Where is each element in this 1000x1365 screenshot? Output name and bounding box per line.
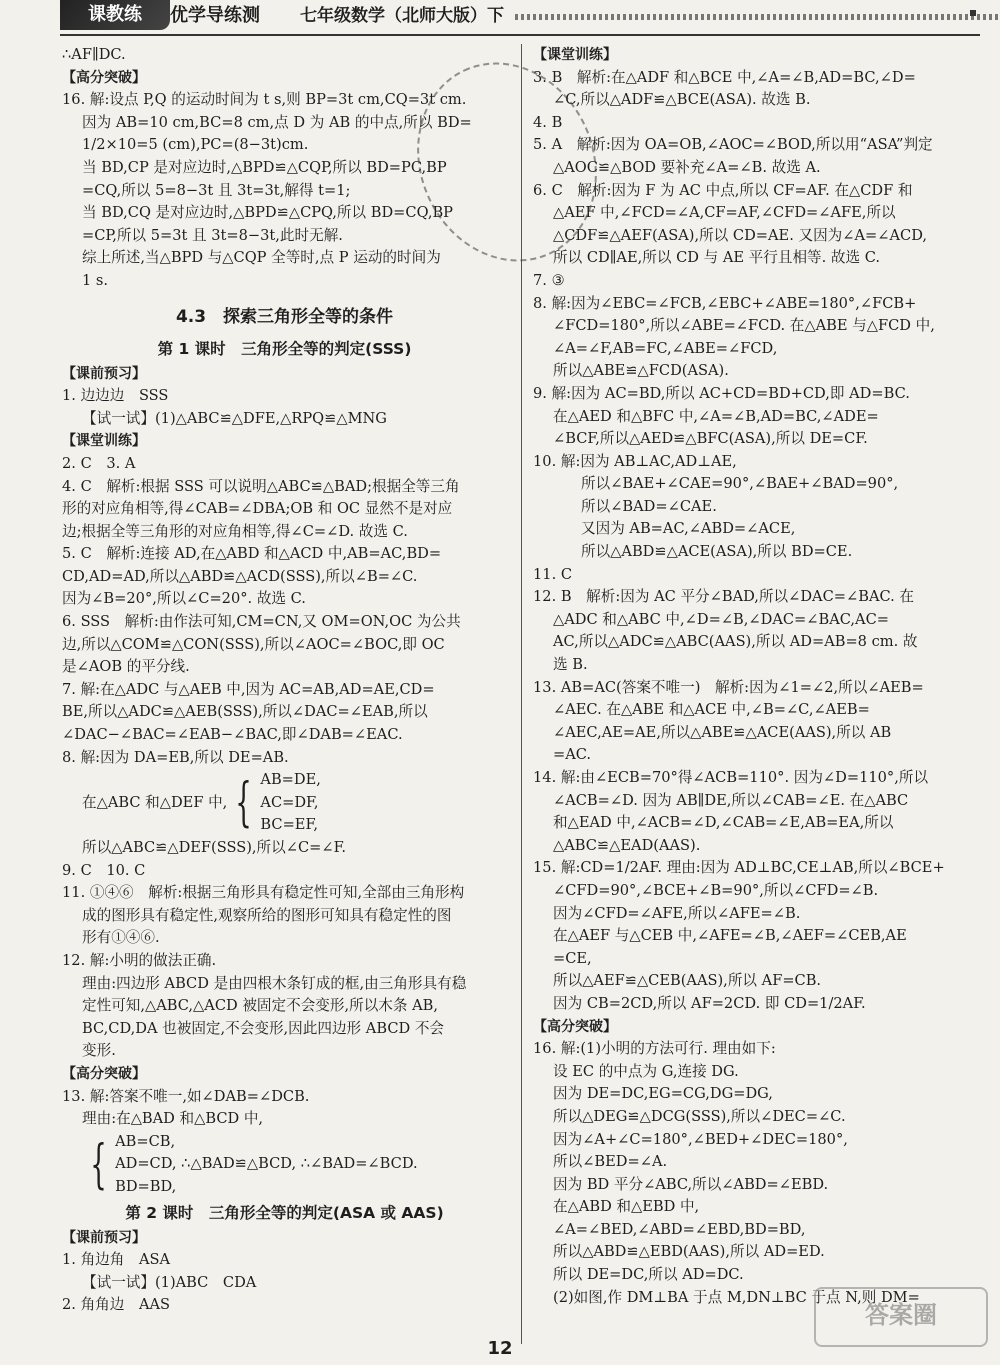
right-line: 因为 BD 平分∠ABC,所以∠ABD=∠EBD. xyxy=(553,1175,829,1193)
left-line: =CP,所以 5=3t 且 3t=8−3t,此时无解. xyxy=(82,226,343,244)
left-brace-line: BD=BD, xyxy=(115,1177,177,1195)
left-brace-lead: 在△ABC 和△DEF 中, xyxy=(82,793,228,811)
left-line: 理由:在△BAD 和△BCD 中, xyxy=(82,1110,264,1128)
header-decoration xyxy=(515,14,1000,20)
left-line: 1/2×10=5 (cm),PC=(8−3t)cm. xyxy=(82,136,309,154)
left-line: 因为 AB=10 cm,BC=8 cm,点 D 为 AB 的中点,所以 BD= xyxy=(82,113,472,131)
right-line: 因为 CB=2CD,所以 AF=2CD. 即 CD=1/2AF. xyxy=(553,994,866,1012)
brand-logo: 课教练 xyxy=(60,0,170,30)
page-header xyxy=(60,0,980,36)
left-brace-line: AD=CD, ∴△BAD≌△BCD, ∴∠BAD=∠BCD. xyxy=(115,1155,418,1173)
right-line: =CE, xyxy=(553,949,592,967)
left-brace-line: AC=DF, xyxy=(260,793,319,811)
left-line: 1. 角边角 ASA xyxy=(62,1251,171,1269)
left-line: 理由:四边形 ABCD 是由四根木条钉成的框,由三角形具有稳 xyxy=(82,974,467,992)
page-number-value: 12 xyxy=(487,1338,513,1359)
left-line: 7. 解:在△ADC 与△AEB 中,因为 AC=AB,AD=AE,CD= xyxy=(62,680,435,698)
right-line: 6. C 解析:因为 F 为 AC 中点,所以 CF=AF. 在△CDF 和 xyxy=(533,181,913,199)
right-line: 15. 解:CD=1/2AF. 理由:因为 AD⊥BC,CE⊥AB,所以∠BCE+ xyxy=(533,859,945,877)
right-line: △ADC 和△ABC 中,∠D=∠B,∠DAC=∠BAC,AC= xyxy=(553,610,889,628)
left-line: 【试一试】(1)ABC CDA xyxy=(82,1273,257,1291)
right-line: 又因为 AB=AC,∠ABD=∠ACE, xyxy=(581,520,796,538)
left-line: ∴AF∥DC. xyxy=(62,46,126,63)
left-line: 9. C 10. C xyxy=(62,861,146,879)
right-line: 选 B. xyxy=(553,656,588,674)
right-line: 所以∠BAD=∠CAE. xyxy=(581,497,717,515)
right-line: ∠C,所以△ADF≌△BCE(ASA). 故选 B. xyxy=(553,91,811,109)
left-line: 【课堂训练】 xyxy=(62,433,146,450)
right-line: 3. B 解析:在△ADF 和△BCE 中,∠A=∠B,AD=BC,∠D= xyxy=(533,68,916,86)
right-line: 所以△AEF≌△CEB(AAS),所以 AF=CB. xyxy=(553,972,822,990)
left-line: 第 2 课时 三角形全等的判定(ASA 或 AAS) xyxy=(125,1203,444,1222)
right-line: △ABC≌△EAD(AAS). xyxy=(553,836,701,854)
right-line: 和△EAD 中,∠ACB=∠D,∠CAB=∠E,AB=EA,所以 xyxy=(553,814,894,832)
right-line: ∠FCD=180°,所以∠ABE=∠FCD. 在△ABE 与△FCD 中, xyxy=(553,317,935,335)
left-line: BE,所以△ADC≌△AEB(SSS),所以∠DAC=∠EAB,所以 xyxy=(62,703,428,721)
brace-icon: { xyxy=(90,1134,107,1195)
right-line: 【高分突破】 xyxy=(533,1018,617,1035)
left-line: 4. C 解析:根据 SSS 可以说明△ABC≌△BAD;根据全等三角 xyxy=(62,477,460,495)
left-line: CD,AD=AD,所以△ABD≌△ACD(SSS),所以∠B=∠C. xyxy=(62,567,418,585)
left-line: 【试一试】(1)△ABC≌△DFE,△RPQ≌△MNG xyxy=(82,409,387,427)
left-line: 边,所以△COM≌△CON(SSS),所以∠AOC=∠BOC,即 OC xyxy=(62,635,445,653)
left-line: 1. 边边边 SSS xyxy=(62,387,169,405)
right-line: ∠A=∠F,AB=FC,∠ABE=∠FCD, xyxy=(553,339,778,357)
right-line: 所以△ABE≌△FCD(ASA). xyxy=(553,362,729,380)
right-line: 16. 解:(1)小明的方法可行. 理由如下: xyxy=(533,1040,776,1058)
left-line: 【课前预习】 xyxy=(62,1229,146,1246)
left-line: 1 s. xyxy=(82,271,109,289)
right-line: ∠BCF,所以△AED≌△BFC(ASA),所以 DE=CF. xyxy=(553,430,868,448)
left-line: 当 BD,CP 是对应边时,△BPD≌△CQP,所以 BD=PC,BP xyxy=(82,158,447,176)
right-line: 12. B 解析:因为 AC 平分∠BAD,所以∠DAC=∠BAC. 在 xyxy=(533,588,914,606)
left-line: 综上所述,当△BPD 与△CQP 全等时,点 P 运动的时间为 xyxy=(82,249,441,267)
right-line: 所以∠BAE+∠CAE=90°,∠BAE+∠BAD=90°, xyxy=(581,475,899,493)
right-line: (2)如图,作 DM⊥BA 于点 M,DN⊥BC 于点 N,则 DM= xyxy=(553,1288,920,1306)
left-line: 8. 解:因为 DA=EB,所以 DE=AB. xyxy=(62,748,289,766)
left-line: 形的对应角相等,得∠CAB=∠DBA;OB 和 OC 显然不是对应 xyxy=(62,500,453,518)
right-line: 所以 CD∥AE,所以 CD 与 AE 平行且相等. 故选 C. xyxy=(553,249,881,267)
left-line: ∠DAC−∠BAC=∠EAB−∠BAC,即∠DAB=∠EAC. xyxy=(62,726,403,744)
left-line: BC,CD,DA 也被固定,不会变形,因此四边形 ABCD 不会 xyxy=(82,1019,445,1037)
left-line: 【课前预习】 xyxy=(62,365,146,382)
left-line: 变形. xyxy=(82,1042,116,1060)
left-brace-line: AB=DE, xyxy=(260,771,321,789)
left-brace-line: BC=EF, xyxy=(260,816,318,834)
left-line: 5. C 解析:连接 AD,在△ABD 和△ACD 中,AB=AC,BD= xyxy=(62,545,442,563)
right-line: 11. C xyxy=(533,565,573,583)
right-line: 设 EC 的中点为 G,连接 DG. xyxy=(553,1062,739,1080)
book-subtitle: 七年级数学（北师大版）下 xyxy=(300,6,504,26)
left-line: 形有①④⑥. xyxy=(82,929,160,947)
right-line: 9. 解:因为 AC=BD,所以 AC+CD=BD+CD,即 AD=BC. xyxy=(533,384,910,402)
right-line: 在△ABD 和△EBD 中, xyxy=(553,1198,700,1216)
header-dot-icon xyxy=(970,10,976,16)
left-line: 第 1 课时 三角形全等的判定(SSS) xyxy=(157,339,412,358)
right-line: △CDF≌△AEF(ASA),所以 CD=AE. 又因为∠A=∠ACD, xyxy=(553,226,928,244)
right-line: 因为∠CFD=∠AFE,所以∠AFE=∠B. xyxy=(553,904,801,922)
right-line: AC,所以△ADC≌△ABC(AAS),所以 AD=AB=8 cm. 故 xyxy=(553,633,918,651)
left-line: 4.3 探索三角形全等的条件 xyxy=(175,306,394,327)
right-line: =AC. xyxy=(553,746,592,764)
left-line: 边;根据全等三角形的对应角相等,得∠C=∠D. 故选 C. xyxy=(62,522,408,540)
right-line: 所以△DEG≌△DCG(SSS),所以∠DEC=∠C. xyxy=(553,1107,846,1125)
left-line: =CQ,所以 5=8−3t 且 3t=3t,解得 t=1; xyxy=(82,181,351,199)
right-column xyxy=(533,44,978,1309)
right-line: 【课堂训练】 xyxy=(533,47,617,63)
right-line: 所以△ABD≌△EBD(AAS),所以 AD=ED. xyxy=(553,1243,825,1261)
left-brace-line: AB=CB, xyxy=(115,1132,176,1150)
right-line: 因为∠A+∠C=180°,∠BED+∠DEC=180°, xyxy=(553,1130,848,1148)
right-line: 13. AB=AC(答案不唯一) 解析:因为∠1=∠2,所以∠AEB= xyxy=(533,678,924,696)
left-line: 【高分突破】 xyxy=(62,1065,146,1082)
right-line: 所以 DE=DC,所以 AD=DC. xyxy=(553,1266,744,1284)
right-line: ∠AEC,AE=AE,所以△ABE≌△ACE(AAS),所以 AB xyxy=(553,723,892,741)
right-line: 在△AEF 与△CEB 中,∠AFE=∠B,∠AEF=∠CEB,AE xyxy=(553,927,907,945)
right-line: 所以△ABD≌△ACE(ASA),所以 BD=CE. xyxy=(581,543,853,561)
left-line: 是∠AOB 的平分线. xyxy=(62,658,190,676)
left-line: 【高分突破】 xyxy=(62,69,146,86)
right-line: 8. 解:因为∠EBC=∠FCB,∠EBC+∠ABE=180°,∠FCB+ xyxy=(533,294,917,312)
left-line: 6. SSS 解析:由作法可知,CM=CN,又 OM=ON,OC 为公共 xyxy=(62,613,461,631)
left-line: 11. ①④⑥ 解析:根据三角形具有稳定性可知,全部由三角形构 xyxy=(62,884,465,902)
right-line: △AOC≌△BOD 要补充∠A=∠B. 故选 A. xyxy=(553,158,821,176)
left-line: 因为∠B=20°,所以∠C=20°. 故选 C. xyxy=(62,590,306,608)
right-line: 10. 解:因为 AB⊥AC,AD⊥AE, xyxy=(533,452,737,470)
right-line: 因为 DE=DC,EG=CG,DG=DG, xyxy=(553,1085,773,1103)
right-line: ∠A=∠BED,∠ABD=∠EBD,BD=BD, xyxy=(553,1220,806,1238)
right-line: 所以∠BED=∠A. xyxy=(553,1153,668,1171)
left-brace-block xyxy=(62,1131,507,1199)
left-column xyxy=(62,44,507,1317)
left-line: 13. 解:答案不唯一,如∠DAB=∠DCB. xyxy=(62,1087,310,1105)
left-line: 成的图形具有稳定性,观察所给的图形可知具有稳定性的图 xyxy=(82,906,452,924)
right-line: ∠AEC. 在△ABE 和△ACE 中,∠B=∠C,∠AEB= xyxy=(553,701,870,719)
left-line: 所以△ABC≌△DEF(SSS),所以∠C=∠F. xyxy=(82,839,347,856)
left-brace-block xyxy=(62,769,507,837)
watermark-logo: 答案圈 xyxy=(814,1287,988,1347)
right-line: △AEF 中,∠FCD=∠A,CF=AF,∠CFD=∠AFE,所以 xyxy=(553,204,896,222)
right-line: 14. 解:由∠ECB=70°得∠ACB=110°. 因为∠D=110°,所以 xyxy=(533,769,929,786)
left-line: 2. C 3. A xyxy=(62,454,136,472)
page-number xyxy=(0,1338,1000,1359)
right-line: 7. ③ xyxy=(533,271,565,289)
series-title: 优学导练测 xyxy=(170,5,260,26)
left-line: 定性可知,△ABC,△ACD 被固定不会变形,所以木条 AB, xyxy=(82,997,439,1015)
brace-icon: { xyxy=(235,773,253,834)
left-line: 12. 解:小明的做法正确. xyxy=(62,951,217,969)
right-line: ∠CFD=90°,∠BCE+∠B=90°,所以∠CFD=∠B. xyxy=(553,881,879,899)
right-line: ∠ACB=∠D. 因为 AB∥DE,所以∠CAB=∠E. 在△ABC xyxy=(553,791,909,809)
left-line: 16. 解:设点 P,Q 的运动时间为 t s,则 BP=3t cm,CQ=3t cm. xyxy=(62,91,467,109)
left-line: 当 BD,CQ 是对应边时,△BPD≌△CPQ,所以 BD=CQ,BP xyxy=(82,204,454,222)
left-line: 2. 角角边 AAS xyxy=(62,1296,171,1314)
right-line: 5. A 解析:因为 OA=OB,∠AOC=∠BOD,所以用“ASA”判定 xyxy=(533,136,933,154)
right-line: 在△AED 和△BFC 中,∠A=∠B,AD=BC,∠ADE= xyxy=(553,407,879,425)
right-line: 4. B xyxy=(533,113,563,131)
